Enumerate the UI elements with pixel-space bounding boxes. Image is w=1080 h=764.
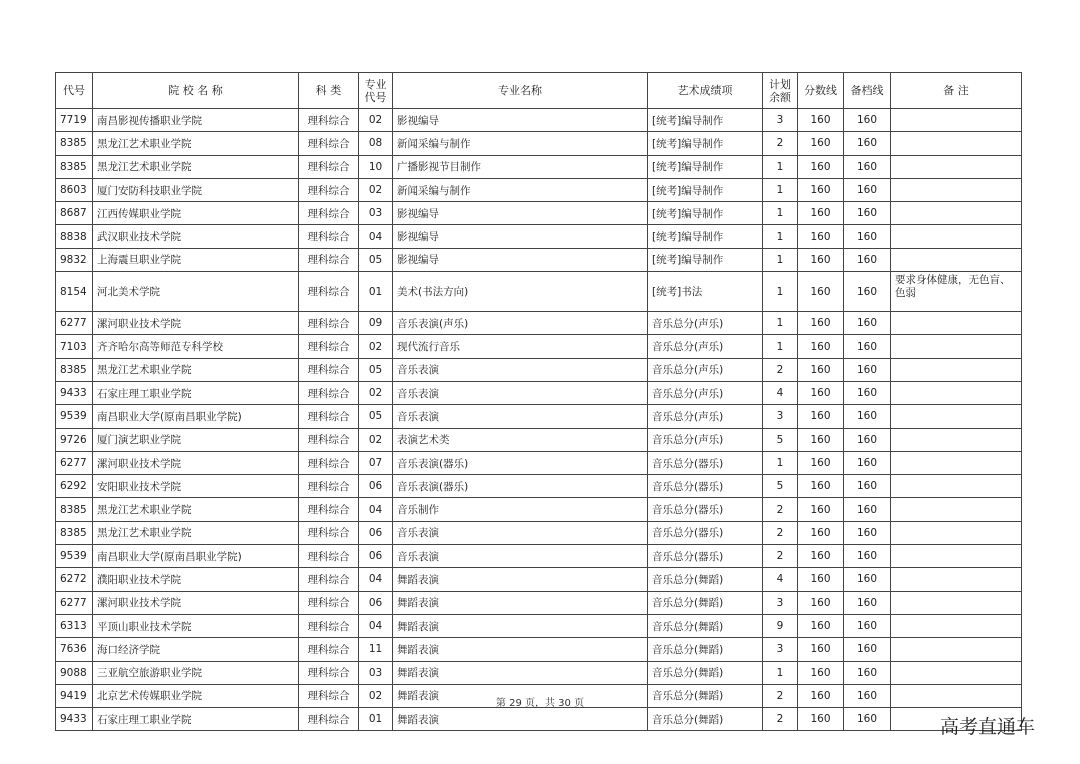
cell-score-line: 160 [798, 591, 844, 614]
cell-code: 8838 [56, 225, 93, 248]
cell-remarks [891, 358, 1022, 381]
cell-major-code: 02 [359, 335, 393, 358]
cell-backup-line: 160 [844, 132, 891, 155]
cell-code: 8385 [56, 521, 93, 544]
cell-major-name: 舞蹈表演 [393, 591, 648, 614]
cell-art-score-item: 音乐总分(器乐) [648, 475, 763, 498]
cell-backup-line: 160 [844, 684, 891, 707]
table-header [56, 73, 1022, 109]
cell-plan-remaining: 1 [763, 178, 798, 201]
cell-subject-type: 理科综合 [299, 381, 359, 404]
cell-school-name: 黑龙江艺术职业学院 [93, 498, 299, 521]
cell-plan-remaining: 2 [763, 358, 798, 381]
cell-subject-type: 理科综合 [299, 568, 359, 591]
cell-subject-type: 理科综合 [299, 684, 359, 707]
cell-school-name: 漯河职业技术学院 [93, 451, 299, 474]
cell-major-name: 广播影视节目制作 [393, 155, 648, 178]
cell-score-line: 160 [798, 428, 844, 451]
cell-remarks [891, 248, 1022, 271]
cell-art-score-item: 音乐总分(舞蹈) [648, 568, 763, 591]
table-row [56, 638, 1022, 661]
cell-subject-type: 理科综合 [299, 614, 359, 637]
cell-subject-type: 理科综合 [299, 638, 359, 661]
cell-plan-remaining: 1 [763, 272, 798, 312]
cell-code: 9419 [56, 684, 93, 707]
cell-score-line: 160 [798, 272, 844, 312]
cell-code: 6277 [56, 591, 93, 614]
header-plan-remaining: 计划 余额 [763, 73, 798, 109]
cell-art-score-item: 音乐总分(舞蹈) [648, 661, 763, 684]
table-row [56, 614, 1022, 637]
cell-remarks [891, 109, 1022, 132]
cell-school-name: 三亚航空旅游职业学院 [93, 661, 299, 684]
cell-major-name: 舞蹈表演 [393, 708, 648, 731]
cell-code: 8687 [56, 202, 93, 225]
table-row [56, 225, 1022, 248]
cell-backup-line: 160 [844, 312, 891, 335]
cell-code: 6313 [56, 614, 93, 637]
cell-backup-line: 160 [844, 498, 891, 521]
cell-score-line: 160 [798, 521, 844, 544]
cell-remarks [891, 568, 1022, 591]
table-row [56, 312, 1022, 335]
cell-major-code: 06 [359, 545, 393, 568]
cell-code: 6272 [56, 568, 93, 591]
cell-art-score-item: 音乐总分(声乐) [648, 358, 763, 381]
cell-backup-line: 160 [844, 109, 891, 132]
cell-score-line: 160 [798, 335, 844, 358]
cell-major-code: 06 [359, 475, 393, 498]
cell-remarks [891, 335, 1022, 358]
cell-major-name: 音乐表演(器乐) [393, 475, 648, 498]
cell-major-name: 音乐表演 [393, 358, 648, 381]
cell-backup-line: 160 [844, 475, 891, 498]
cell-code: 7103 [56, 335, 93, 358]
cell-major-code: 02 [359, 109, 393, 132]
cell-major-code: 02 [359, 381, 393, 404]
cell-remarks [891, 202, 1022, 225]
header-subject-type: 科 类 [299, 73, 359, 109]
cell-remarks [891, 178, 1022, 201]
cell-remarks [891, 381, 1022, 404]
cell-major-name: 舞蹈表演 [393, 684, 648, 707]
cell-plan-remaining: 1 [763, 248, 798, 271]
cell-backup-line: 160 [844, 614, 891, 637]
cell-subject-type: 理科综合 [299, 661, 359, 684]
cell-school-name: 厦门安防科技职业学院 [93, 178, 299, 201]
cell-score-line: 160 [798, 614, 844, 637]
cell-score-line: 160 [798, 498, 844, 521]
cell-major-name: 美术(书法方向) [393, 272, 648, 312]
cell-backup-line: 160 [844, 545, 891, 568]
cell-major-name: 现代流行音乐 [393, 335, 648, 358]
cell-art-score-item: 音乐总分(舞蹈) [648, 591, 763, 614]
cell-code: 8385 [56, 132, 93, 155]
cell-major-name: 舞蹈表演 [393, 638, 648, 661]
cell-major-code: 08 [359, 132, 393, 155]
table-row [56, 272, 1022, 312]
cell-plan-remaining: 2 [763, 521, 798, 544]
table-row [56, 568, 1022, 591]
cell-major-name: 影视编导 [393, 109, 648, 132]
cell-major-name: 影视编导 [393, 225, 648, 248]
cell-subject-type: 理科综合 [299, 132, 359, 155]
cell-major-name: 影视编导 [393, 202, 648, 225]
cell-subject-type: 理科综合 [299, 155, 359, 178]
cell-art-score-item: 音乐总分(声乐) [648, 312, 763, 335]
cell-school-name: 平顶山职业技术学院 [93, 614, 299, 637]
cell-major-name: 音乐表演 [393, 521, 648, 544]
page-number: 第 29 页，共 30 页 [495, 698, 585, 709]
cell-school-name: 厦门演艺职业学院 [93, 428, 299, 451]
cell-backup-line: 160 [844, 661, 891, 684]
cell-school-name: 安阳职业技术学院 [93, 475, 299, 498]
cell-school-name: 黑龙江艺术职业学院 [93, 358, 299, 381]
cell-art-score-item: 音乐总分(器乐) [648, 451, 763, 474]
cell-code: 9832 [56, 248, 93, 271]
cell-backup-line: 160 [844, 708, 891, 731]
cell-school-name: 漯河职业技术学院 [93, 312, 299, 335]
cell-subject-type: 理科综合 [299, 451, 359, 474]
cell-subject-type: 理科综合 [299, 272, 359, 312]
cell-remarks [891, 225, 1022, 248]
cell-code: 6277 [56, 312, 93, 335]
cell-score-line: 160 [798, 109, 844, 132]
cell-plan-remaining: 2 [763, 684, 798, 707]
cell-art-score-item: 音乐总分(舞蹈) [648, 684, 763, 707]
cell-remarks [891, 661, 1022, 684]
cell-remarks [891, 521, 1022, 544]
cell-backup-line: 160 [844, 568, 891, 591]
cell-subject-type: 理科综合 [299, 202, 359, 225]
cell-plan-remaining: 1 [763, 312, 798, 335]
cell-score-line: 160 [798, 178, 844, 201]
cell-major-code: 01 [359, 708, 393, 731]
table-row [56, 109, 1022, 132]
header-major-name: 专业名称 [393, 73, 648, 109]
cell-subject-type: 理科综合 [299, 312, 359, 335]
cell-subject-type: 理科综合 [299, 109, 359, 132]
table-row [56, 405, 1022, 428]
cell-art-score-item: [统考]编导制作 [648, 178, 763, 201]
cell-remarks [891, 591, 1022, 614]
table-row [56, 545, 1022, 568]
cell-subject-type: 理科综合 [299, 358, 359, 381]
cell-backup-line: 160 [844, 155, 891, 178]
cell-code: 8154 [56, 272, 93, 312]
cell-major-code: 06 [359, 521, 393, 544]
cell-school-name: 漯河职业技术学院 [93, 591, 299, 614]
cell-plan-remaining: 5 [763, 475, 798, 498]
header-art-score-item: 艺术成绩项 [648, 73, 763, 109]
cell-major-code: 02 [359, 178, 393, 201]
cell-school-name: 上海震旦职业学院 [93, 248, 299, 271]
table-row [56, 498, 1022, 521]
cell-remarks [891, 405, 1022, 428]
cell-remarks [891, 498, 1022, 521]
table-row [56, 708, 1022, 731]
cell-backup-line: 160 [844, 591, 891, 614]
cell-art-score-item: [统考]编导制作 [648, 248, 763, 271]
cell-score-line: 160 [798, 132, 844, 155]
cell-major-code: 05 [359, 358, 393, 381]
cell-plan-remaining: 4 [763, 381, 798, 404]
cell-code: 7636 [56, 638, 93, 661]
cell-remarks [891, 545, 1022, 568]
cell-code: 9726 [56, 428, 93, 451]
cell-subject-type: 理科综合 [299, 498, 359, 521]
cell-code: 6277 [56, 451, 93, 474]
cell-code: 9433 [56, 381, 93, 404]
cell-major-name: 音乐表演(声乐) [393, 312, 648, 335]
cell-major-code: 03 [359, 202, 393, 225]
cell-code: 8385 [56, 358, 93, 381]
cell-plan-remaining: 3 [763, 109, 798, 132]
cell-score-line: 160 [798, 225, 844, 248]
cell-score-line: 160 [798, 475, 844, 498]
cell-score-line: 160 [798, 405, 844, 428]
header-backup-line: 备档线 [844, 73, 891, 109]
cell-art-score-item: [统考]编导制作 [648, 155, 763, 178]
cell-remarks: 要求身体健康，无色盲、色弱 [891, 272, 1022, 312]
cell-major-name: 舞蹈表演 [393, 614, 648, 637]
cell-major-code: 02 [359, 428, 393, 451]
cell-subject-type: 理科综合 [299, 248, 359, 271]
cell-backup-line: 160 [844, 428, 891, 451]
cell-major-code: 04 [359, 614, 393, 637]
cell-school-name: 石家庄理工职业学院 [93, 381, 299, 404]
cell-major-name: 舞蹈表演 [393, 568, 648, 591]
cell-remarks [891, 451, 1022, 474]
cell-remarks [891, 428, 1022, 451]
cell-art-score-item: 音乐总分(器乐) [648, 545, 763, 568]
cell-plan-remaining: 2 [763, 132, 798, 155]
cell-school-name: 南昌职业大学(原南昌职业学院) [93, 545, 299, 568]
cell-subject-type: 理科综合 [299, 591, 359, 614]
cell-score-line: 160 [798, 708, 844, 731]
table-row [56, 358, 1022, 381]
cell-school-name: 南昌影视传播职业学院 [93, 109, 299, 132]
cell-backup-line: 160 [844, 178, 891, 201]
table-row [56, 202, 1022, 225]
cell-backup-line: 160 [844, 451, 891, 474]
header-school-name: 院 校 名 称 [93, 73, 299, 109]
cell-school-name: 江西传媒职业学院 [93, 202, 299, 225]
cell-art-score-item: 音乐总分(舞蹈) [648, 638, 763, 661]
cell-remarks [891, 638, 1022, 661]
cell-major-name: 音乐表演 [393, 381, 648, 404]
cell-school-name: 黑龙江艺术职业学院 [93, 521, 299, 544]
cell-plan-remaining: 1 [763, 661, 798, 684]
cell-subject-type: 理科综合 [299, 475, 359, 498]
cell-major-code: 06 [359, 591, 393, 614]
cell-art-score-item: 音乐总分(器乐) [648, 498, 763, 521]
cell-major-code: 01 [359, 272, 393, 312]
cell-backup-line: 160 [844, 358, 891, 381]
cell-remarks [891, 312, 1022, 335]
cell-major-code: 04 [359, 225, 393, 248]
cell-score-line: 160 [798, 155, 844, 178]
cell-plan-remaining: 1 [763, 155, 798, 178]
cell-major-name: 音乐制作 [393, 498, 648, 521]
cell-major-code: 02 [359, 684, 393, 707]
cell-major-name: 舞蹈表演 [393, 661, 648, 684]
cell-code: 6292 [56, 475, 93, 498]
cell-plan-remaining: 2 [763, 545, 798, 568]
cell-plan-remaining: 1 [763, 335, 798, 358]
cell-subject-type: 理科综合 [299, 708, 359, 731]
cell-art-score-item: 音乐总分(声乐) [648, 335, 763, 358]
brand-watermark: 高考直通车 [940, 716, 1036, 738]
table-row [56, 475, 1022, 498]
cell-plan-remaining: 5 [763, 428, 798, 451]
cell-plan-remaining: 2 [763, 708, 798, 731]
cell-major-name: 表演艺术类 [393, 428, 648, 451]
cell-subject-type: 理科综合 [299, 178, 359, 201]
table-row [56, 335, 1022, 358]
cell-backup-line: 160 [844, 521, 891, 544]
cell-major-code: 03 [359, 661, 393, 684]
cell-plan-remaining: 4 [763, 568, 798, 591]
cell-plan-remaining: 1 [763, 451, 798, 474]
cell-school-name: 齐齐哈尔高等师范专科学校 [93, 335, 299, 358]
cell-art-score-item: [统考]编导制作 [648, 109, 763, 132]
cell-backup-line: 160 [844, 248, 891, 271]
cell-art-score-item: 音乐总分(舞蹈) [648, 614, 763, 637]
cell-school-name: 石家庄理工职业学院 [93, 708, 299, 731]
cell-art-score-item: 音乐总分(器乐) [648, 521, 763, 544]
header-remarks: 备 注 [891, 73, 1022, 109]
cell-backup-line: 160 [844, 405, 891, 428]
cell-school-name: 黑龙江艺术职业学院 [93, 155, 299, 178]
table-row [56, 428, 1022, 451]
table-row [56, 132, 1022, 155]
cell-major-code: 05 [359, 248, 393, 271]
cell-backup-line: 160 [844, 272, 891, 312]
cell-remarks [891, 155, 1022, 178]
cell-school-name: 南昌职业大学(原南昌职业学院) [93, 405, 299, 428]
table-row [56, 178, 1022, 201]
cell-major-code: 04 [359, 498, 393, 521]
cell-backup-line: 160 [844, 381, 891, 404]
cell-major-name: 影视编导 [393, 248, 648, 271]
cell-major-name: 音乐表演 [393, 545, 648, 568]
cell-subject-type: 理科综合 [299, 335, 359, 358]
cell-major-code: 09 [359, 312, 393, 335]
cell-subject-type: 理科综合 [299, 545, 359, 568]
cell-major-name: 音乐表演(器乐) [393, 451, 648, 474]
cell-score-line: 160 [798, 312, 844, 335]
cell-art-score-item: [统考]编导制作 [648, 225, 763, 248]
cell-score-line: 160 [798, 358, 844, 381]
cell-school-name: 海口经济学院 [93, 638, 299, 661]
cell-major-name: 新闻采编与制作 [393, 178, 648, 201]
cell-major-name: 新闻采编与制作 [393, 132, 648, 155]
cell-score-line: 160 [798, 451, 844, 474]
cell-subject-type: 理科综合 [299, 225, 359, 248]
cell-art-score-item: 音乐总分(舞蹈) [648, 708, 763, 731]
header-score-line: 分数线 [798, 73, 844, 109]
cell-code: 8603 [56, 178, 93, 201]
cell-major-code: 05 [359, 405, 393, 428]
cell-art-score-item: 音乐总分(声乐) [648, 405, 763, 428]
cell-code: 9539 [56, 405, 93, 428]
table-row [56, 521, 1022, 544]
cell-major-name: 音乐表演 [393, 405, 648, 428]
cell-score-line: 160 [798, 638, 844, 661]
cell-code: 8385 [56, 155, 93, 178]
cell-plan-remaining: 2 [763, 498, 798, 521]
cell-school-name: 黑龙江艺术职业学院 [93, 132, 299, 155]
cell-plan-remaining: 3 [763, 591, 798, 614]
cell-art-score-item: [统考]编导制作 [648, 132, 763, 155]
cell-score-line: 160 [798, 202, 844, 225]
cell-code: 9433 [56, 708, 93, 731]
table-row [56, 155, 1022, 178]
cell-code: 9539 [56, 545, 93, 568]
cell-subject-type: 理科综合 [299, 521, 359, 544]
cell-remarks [891, 614, 1022, 637]
cell-plan-remaining: 3 [763, 405, 798, 428]
cell-backup-line: 160 [844, 638, 891, 661]
table-row [56, 591, 1022, 614]
cell-backup-line: 160 [844, 202, 891, 225]
cell-backup-line: 160 [844, 225, 891, 248]
cell-code: 7719 [56, 109, 93, 132]
cell-score-line: 160 [798, 661, 844, 684]
cell-art-score-item: 音乐总分(声乐) [648, 381, 763, 404]
cell-backup-line: 160 [844, 335, 891, 358]
cell-school-name: 濮阳职业技术学院 [93, 568, 299, 591]
table-row [56, 248, 1022, 271]
cell-major-code: 11 [359, 638, 393, 661]
cell-school-name: 河北美术学院 [93, 272, 299, 312]
cell-art-score-item: [统考]编导制作 [648, 202, 763, 225]
cell-plan-remaining: 1 [763, 225, 798, 248]
cell-subject-type: 理科综合 [299, 405, 359, 428]
cell-major-code: 04 [359, 568, 393, 591]
cell-subject-type: 理科综合 [299, 428, 359, 451]
cell-school-name: 北京艺术传媒职业学院 [93, 684, 299, 707]
cell-remarks [891, 475, 1022, 498]
cell-score-line: 160 [798, 545, 844, 568]
table-row [56, 381, 1022, 404]
header-major-code: 专业 代号 [359, 73, 393, 109]
table-row [56, 661, 1022, 684]
admission-table [55, 72, 1022, 731]
cell-score-line: 160 [798, 568, 844, 591]
cell-major-code: 10 [359, 155, 393, 178]
cell-score-line: 160 [798, 684, 844, 707]
cell-remarks [891, 132, 1022, 155]
cell-plan-remaining: 1 [763, 202, 798, 225]
cell-art-score-item: 音乐总分(声乐) [648, 428, 763, 451]
cell-score-line: 160 [798, 381, 844, 404]
cell-plan-remaining: 3 [763, 638, 798, 661]
cell-major-code: 07 [359, 451, 393, 474]
header-code: 代号 [56, 73, 93, 109]
cell-plan-remaining: 9 [763, 614, 798, 637]
cell-art-score-item: [统考]书法 [648, 272, 763, 312]
table-row [56, 451, 1022, 474]
cell-school-name: 武汉职业技术学院 [93, 225, 299, 248]
cell-code: 8385 [56, 498, 93, 521]
cell-score-line: 160 [798, 248, 844, 271]
cell-code: 9088 [56, 661, 93, 684]
